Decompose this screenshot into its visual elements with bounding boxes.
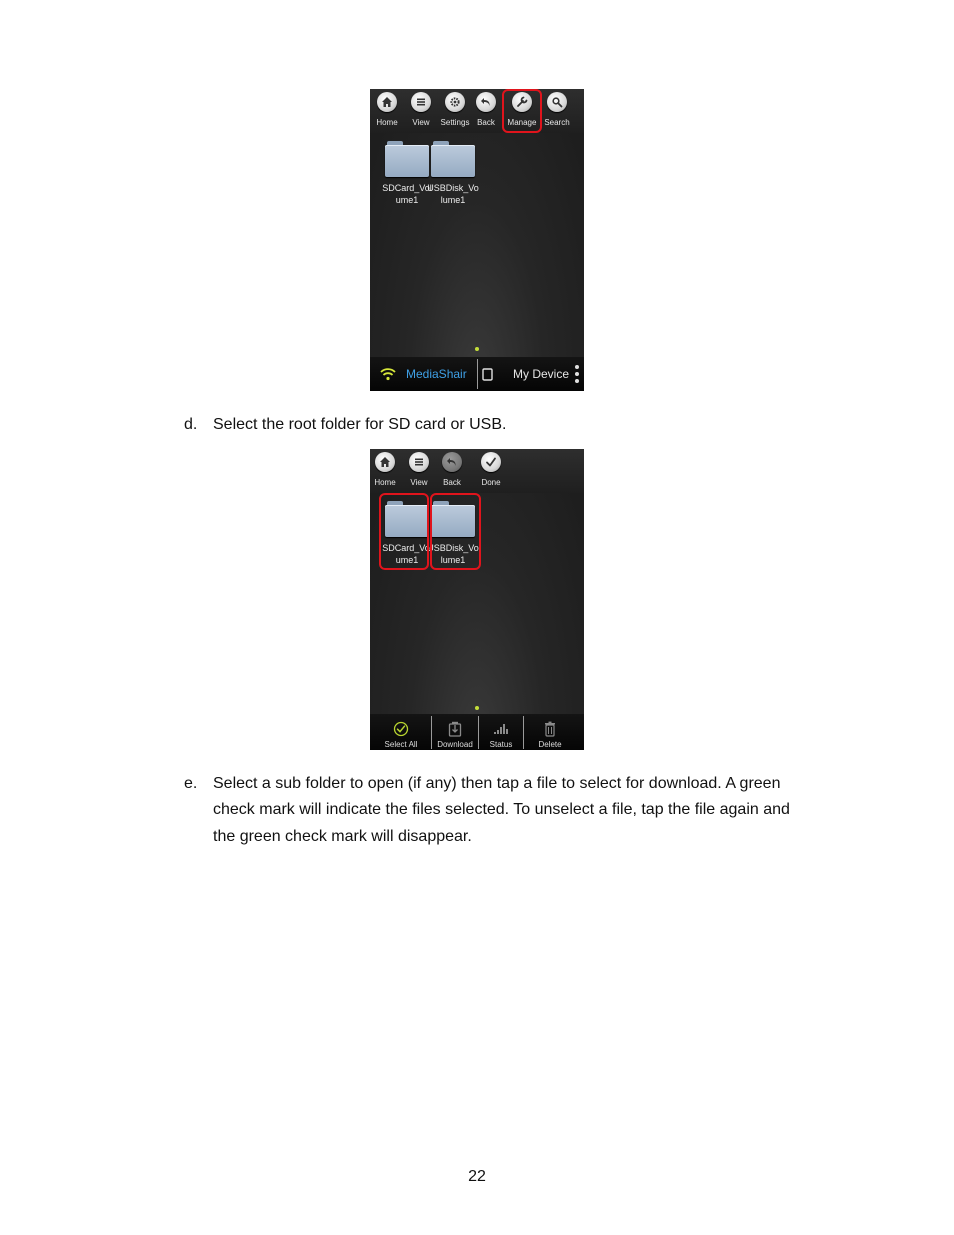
more-options-icon[interactable]: [574, 364, 580, 384]
bottom-action-bar: [370, 714, 584, 750]
app-screenshot-select-folder: [370, 449, 584, 750]
settings-label: Settings: [440, 118, 470, 127]
signal-bars-icon: [493, 721, 509, 735]
view-label: View: [410, 478, 428, 487]
back-button[interactable]: [435, 451, 469, 491]
page-indicator-dot: [475, 706, 479, 710]
search-label: Search: [544, 118, 570, 127]
page-number: 22: [468, 1168, 486, 1185]
home-label: Home: [374, 478, 396, 487]
home-label: Home: [376, 118, 398, 127]
select-all-label: Select All: [384, 740, 418, 749]
list-icon: [411, 92, 431, 112]
usbdisk-highlight-box: [430, 493, 481, 570]
app-screenshot-manage: [370, 89, 584, 391]
back-arrow-icon: [476, 92, 496, 112]
download-icon: [448, 721, 462, 737]
back-label: Back: [477, 118, 495, 127]
wifi-icon: [380, 367, 396, 381]
manage-highlight-box: [502, 89, 542, 133]
home-icon: [375, 452, 395, 472]
back-button[interactable]: [469, 91, 503, 131]
instruction-e-line-3: the green check mark will disappear.: [213, 828, 472, 845]
bottom-source-bar: [370, 357, 584, 391]
folder-sdcard-label: SDCard_Volume1: [382, 543, 432, 565]
status-label: Status: [489, 740, 513, 749]
back-label: Back: [443, 478, 461, 487]
manage-label: Manage: [507, 118, 537, 127]
mediashair-tab[interactable]: MediaShair: [406, 367, 467, 381]
delete-button[interactable]: [524, 714, 576, 750]
back-arrow-icon: [442, 452, 462, 472]
my-device-tab[interactable]: My Device: [513, 367, 570, 381]
home-icon: [377, 92, 397, 112]
folder-usbdisk-label: USBDisk_Volume1: [427, 183, 479, 205]
select-all-button[interactable]: [370, 714, 432, 750]
page-indicator-dot: [475, 347, 479, 351]
done-label: Done: [481, 478, 501, 487]
sdcard-highlight-box: [379, 493, 429, 570]
folder-sdcard-icon[interactable]: [385, 141, 429, 179]
instruction-e-line-1: Select a sub folder to open (if any) then tap a file to select for download. A green: [213, 775, 781, 792]
bottom-bar-divider: [477, 359, 478, 389]
instruction-d-letter: d.: [184, 416, 198, 433]
download-label: Download: [437, 740, 473, 749]
folder-usbdisk-icon[interactable]: [431, 141, 475, 179]
instruction-d-text: Select the root folder for SD card or USB.: [213, 416, 507, 433]
download-button[interactable]: [432, 714, 478, 750]
view-label: View: [412, 118, 430, 127]
delete-label: Delete: [538, 740, 562, 749]
check-circle-icon: [393, 721, 409, 737]
instruction-e-line-2: check mark will indicate the files selected. To unselect a file, tap the file again and: [213, 801, 790, 818]
list-icon: [409, 452, 429, 472]
folder-sdcard-label: SDCard_Volume1: [382, 183, 432, 205]
device-icon: [482, 368, 493, 381]
done-button[interactable]: [474, 451, 508, 491]
search-icon: [547, 92, 567, 112]
top-toolbar: [370, 89, 584, 133]
gear-icon: [445, 92, 465, 112]
check-icon: [481, 452, 501, 472]
instruction-e-letter: e.: [184, 775, 198, 792]
search-button[interactable]: [540, 91, 574, 131]
top-toolbar-manage-mode: [370, 449, 584, 493]
folder-usbdisk-label: USBDisk_Volume1: [427, 543, 479, 565]
trash-icon: [544, 721, 556, 737]
status-button[interactable]: [479, 714, 523, 750]
